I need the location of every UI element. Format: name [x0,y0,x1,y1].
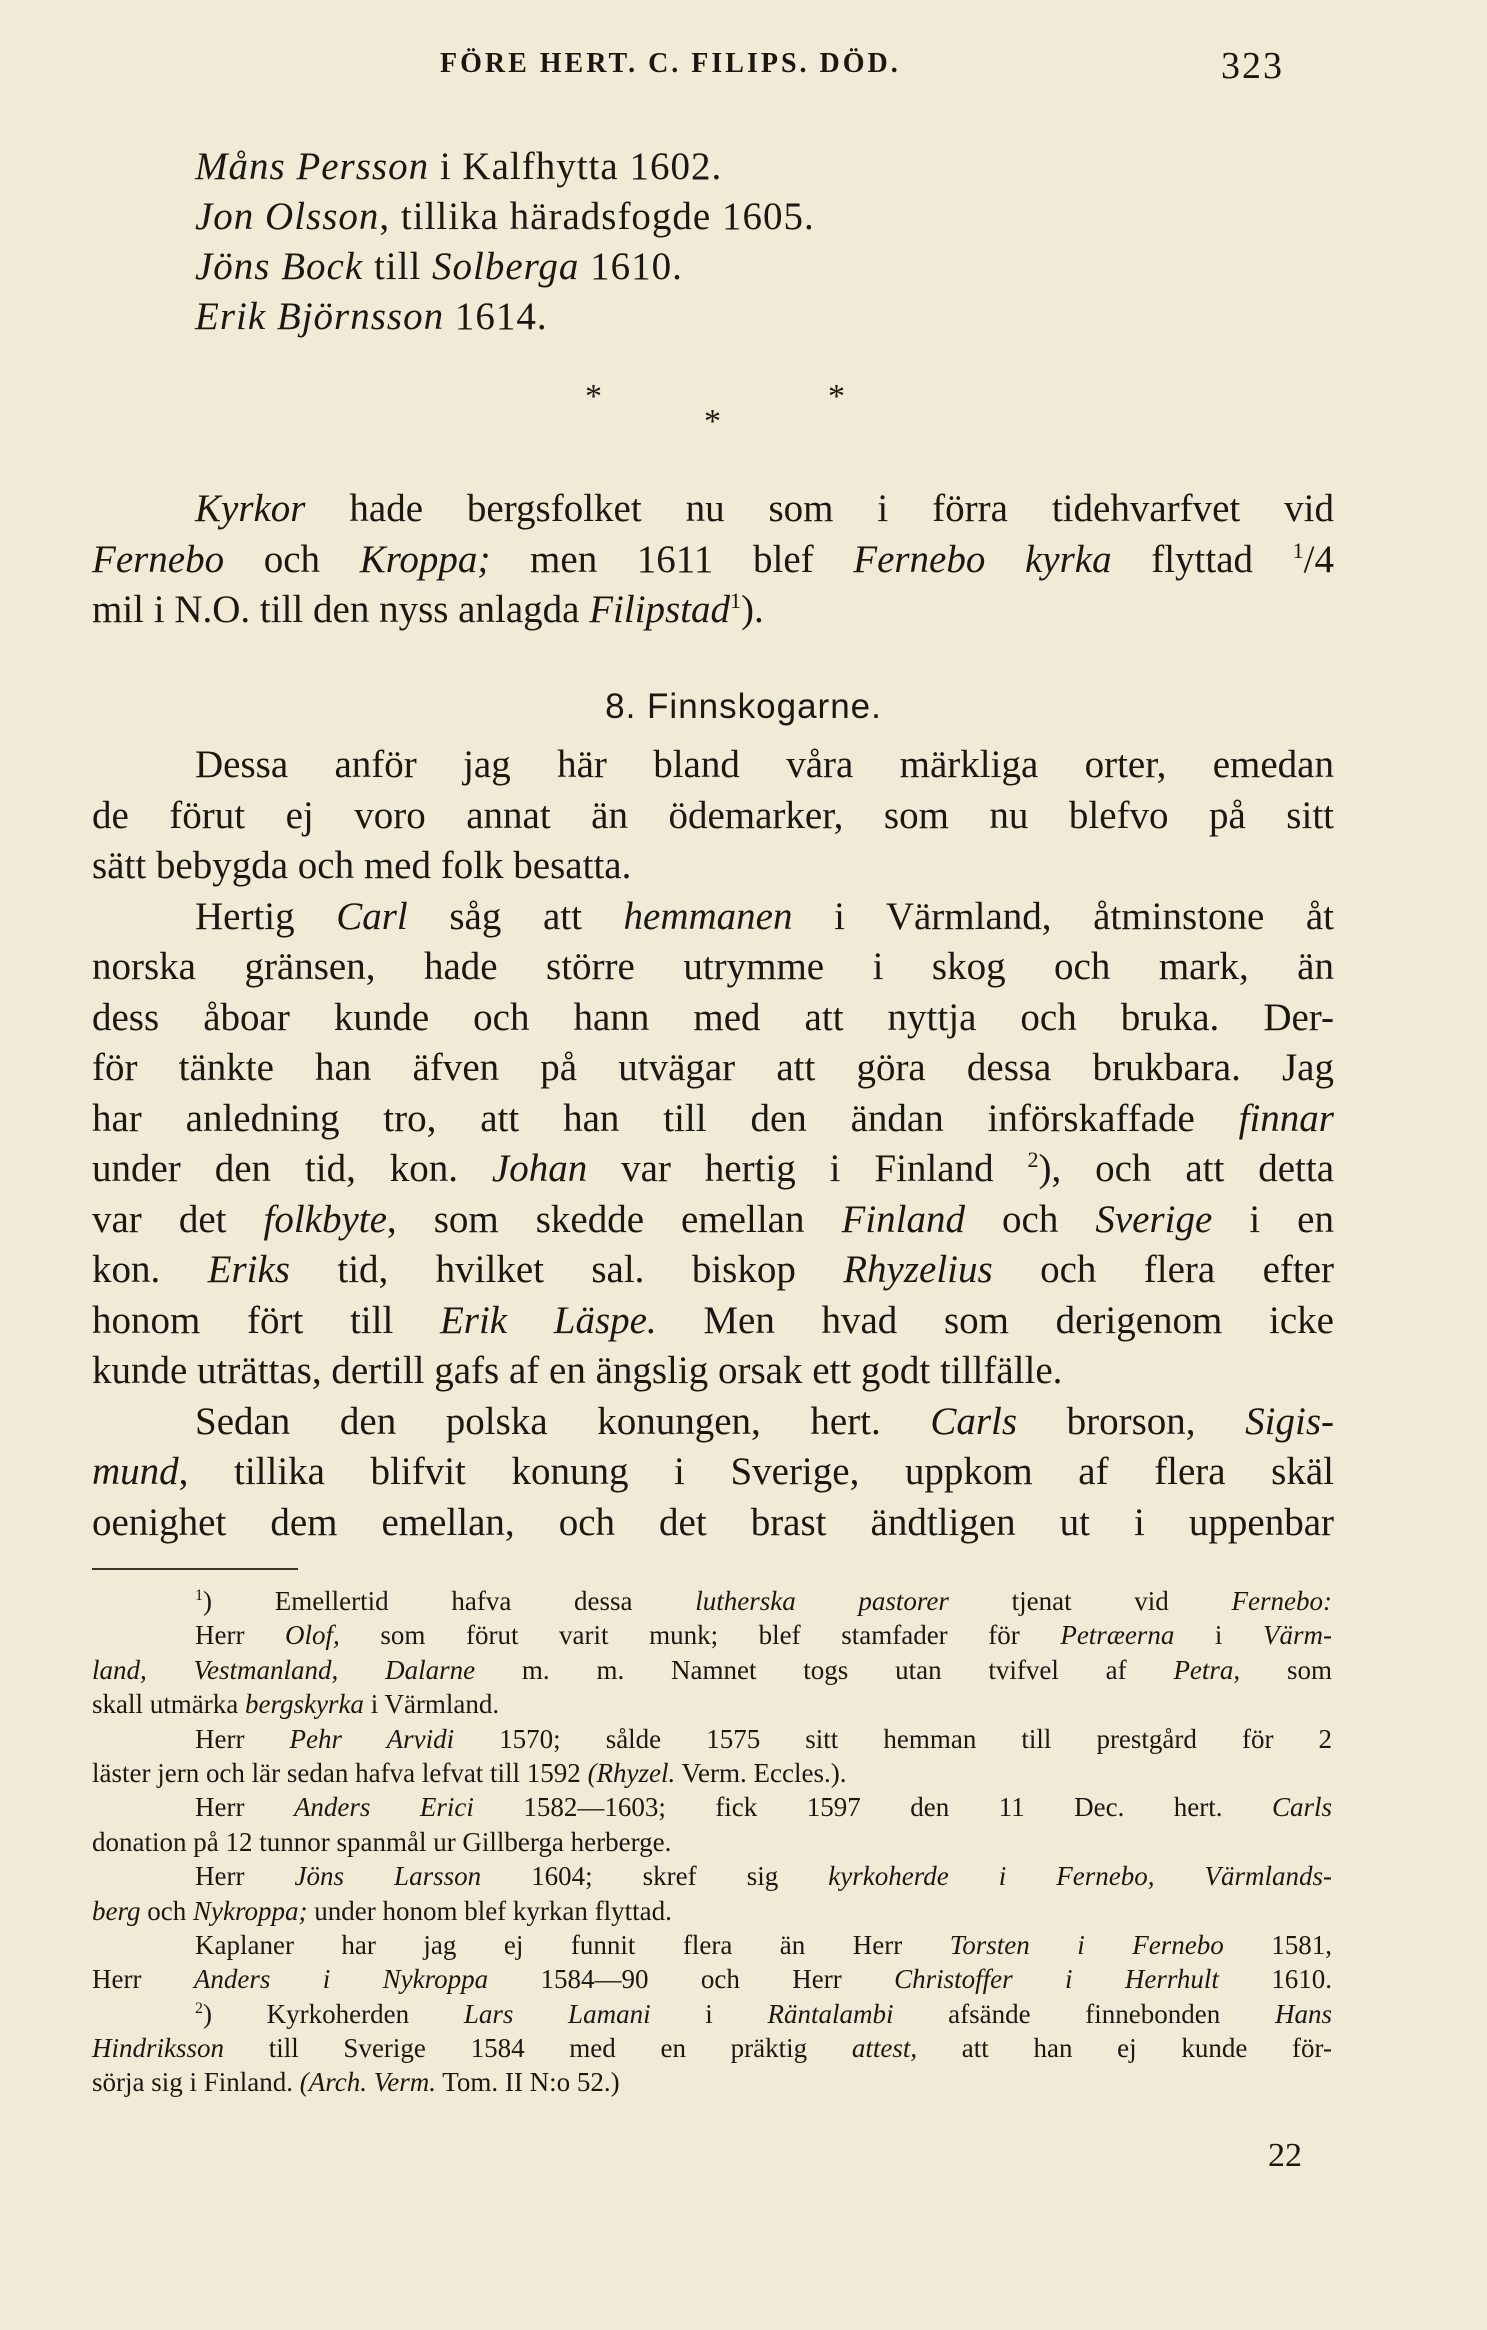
footnotes [92,1584,1332,2100]
person-name: Erik Björnsson [195,295,445,338]
text-line: Hertig Carl såg att hemmanen i Värmland, åtminstone åt [195,894,1335,938]
text-line: Sedan den polska konungen, hert. Carls brorson, Sigis- [195,1399,1334,1443]
text-line: Dessa anför jag här bland våra märkliga orter, emedan [195,743,1334,786]
text-line: norska gränsen, hade större utrymme i skog och mark, än [92,945,1334,988]
footnote-line: Herr Jöns Larsson 1604; skref sig kyrkoherde i Fernebo, Värmlands- [195,1861,1333,1892]
churches-paragraph [92,484,1334,636]
priest-list [195,142,1095,342]
text-line: var det folkbyte, som skedde emellan Finland och Sverige i en [92,1197,1334,1241]
footnote-rule [92,1568,298,1570]
text-line: oenighet dem emellan, och det brast ändtligen ut i uppenbar [92,1500,1334,1544]
text-line: kunde uträttas, dertill gafs af en ängslig orsak ett godt tillfälle. [92,1349,1063,1392]
footnote-line: donation på 12 tunnor spanmål ur Gillberga herberge. [92,1826,672,1857]
footnote-ref: 1 [730,588,742,613]
text-line: mil i N.O. till den nyss anlagda Filipstad$^1$). [92,588,764,631]
footnote-line: Herr Anders Erici 1582—1603; fick 1597 den 11 Dec. hert. Carls [195,1792,1333,1823]
asterisk: * [585,378,602,415]
text-line: Kyrkor hade bergsfolket nu som i förra tidehvarfvet vid [195,487,1334,530]
asterisk: * [704,403,721,440]
footnote-line: land, Vestmanland, Dalarne m. m. Namnet togs utan tvifvel af Petra, som [92,1654,1332,1685]
text-line: honom fört till Erik Läspe. Men hvad som derigenom icke [92,1298,1334,1342]
footnote-line: Hindriksson till Sverige 1584 med en präktig attest, att han ej kunde för- [92,2033,1332,2064]
text-line: de förut ej voro annat än ödemarker, som nu blefvo på sitt [92,793,1334,837]
text-line: för tänkte han äfven på utvägar att göra dessa brukbara. Jag [92,1046,1334,1089]
footnote-line: skall utmärka bergskyrka i Värmland. [92,1689,500,1720]
section-heading: 8. Finnskogarne. [605,687,882,726]
text-line: dess åboar kunde och hann med att nyttja och bruka. Der- [92,995,1334,1039]
footnote-line: $^1$) Emellertid hafva dessa lutherska pastorer tjenat vid Fernebo: [195,1586,1332,1616]
text-line: kon. Eriks tid, hvilket sal. biskop Rhyzelius och flera efter [92,1248,1335,1291]
text-line: har anledning tro, att han till den ändan införskaffade finnar [92,1096,1334,1140]
footnote-line: sörja sig i Finland. (Arch. Verm. Tom. II N:o 52.) [92,2067,620,2098]
text-line: under den tid, kon. Johan var hertig i Finland $^2$), och att detta [92,1147,1335,1190]
person-name: Jöns Bock [195,245,364,288]
footnote-line: Kaplaner har jag ej funnit flera än Herr Torsten i Fernebo 1581, [195,1929,1332,1960]
place-name: Solberga [432,245,580,288]
footnote-line: Herr Olof, som förut varit munk; blef stamfader för Petræerna i Värm- [195,1620,1332,1651]
page-number: 323 [1221,45,1284,87]
running-head: FÖRE HERT. C. FILIPS. DÖD. [440,48,901,79]
footnote-line: Herr Pehr Arvidi 1570; sålde 1575 sitt hemman till prestgård för 2 [195,1723,1332,1754]
list-item: Måns Persson i Kalfhytta 1602. [195,145,723,188]
list-item: Jon Olsson, tillika häradsfogde 1605. [195,195,815,238]
person-name: Måns Persson [195,145,430,188]
signature-mark: 22 [1268,2137,1302,2174]
footnote-ref: 2 [1027,1147,1039,1172]
footnote-line: $^2$) Kyrkoherden Lars Lamani i Räntalambi afsände finnebonden Hans [195,1998,1332,2029]
text-line: Fernebo och Kroppa; men 1611 blef Fernebo kyrka flyttad $^1$/4 [92,537,1334,581]
person-name: Jon Olsson [195,195,380,238]
footnote-line: berg och Nykroppa; under honom blef kyrkan flyttad. [92,1895,672,1926]
footnote-line: Herr Anders i Nykroppa 1584—90 och Herr Christoffer i Herrhult 1610. [92,1964,1332,1995]
list-item: Erik Björnsson 1614. [195,295,548,338]
footnote-line: läster jern och lär sedan hafva lefvat till 1592 (Rhyzel. Verm. Eccles.). [92,1757,847,1788]
asterisk: * [828,378,845,415]
text-line: sätt bebygda och med folk besatta. [92,844,632,887]
list-item: Jöns Bock till Solberga 1610. [195,245,683,288]
text-line: mund, tillika blifvit konung i Sverige, uppkom af flera skäl [92,1450,1334,1493]
main-text [92,740,1334,1548]
